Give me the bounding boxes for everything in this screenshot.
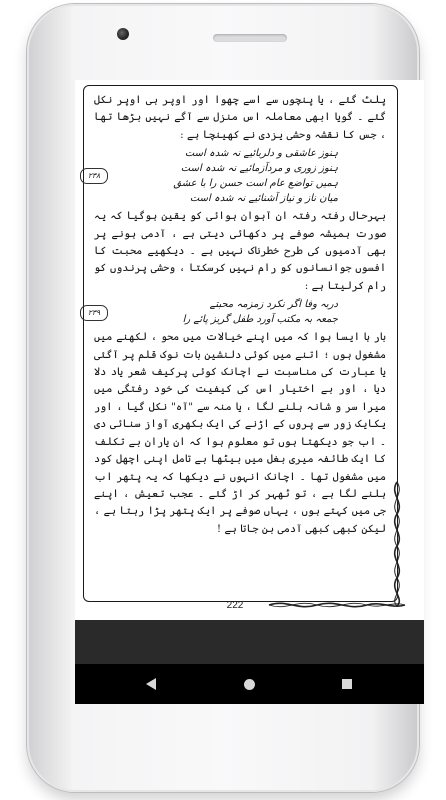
verse-line: ہنوز عاشقی و دلربائیے نہ شدہ است <box>184 148 338 160</box>
paragraph-2: بہرحال رفتہ رفتہ ان آہوان ہوائی کو یقین ہوگیا کہ یہ صورت ہمیشہ صوفے پر دکھائی دیتی ہے ، آدمی ہونے پر بھی آدمیوں کی طرح خطرناک نہیں ہے ۔ دیکھیے محبت کا افسوں جوانسانوں کو رام نہیں کرسکتا ، وحشی پرندوں کو رام کرلیتا ہے : <box>94 210 386 292</box>
footer-ornament-icon <box>267 599 407 611</box>
side-ornament-icon <box>387 480 407 608</box>
verse-line: ہنوز زوری و مردآزمائیے نہ شدہ است <box>180 163 338 175</box>
footnote-badge[interactable]: ۲۳۸ <box>80 168 108 184</box>
verse-block-2 <box>87 297 338 327</box>
phone-screen[interactable] <box>75 80 424 704</box>
phone-frame <box>27 4 419 792</box>
recent-apps-button[interactable] <box>335 672 359 696</box>
reader-bottom-bar <box>75 620 424 664</box>
recent-apps-icon <box>342 679 352 689</box>
front-camera-icon <box>117 28 129 40</box>
verse-line: ہمیں تواضع عام است حسن را با عشق <box>173 178 338 190</box>
back-icon <box>146 678 156 690</box>
book-page-border <box>83 85 398 602</box>
back-button[interactable] <box>139 672 163 696</box>
footnote-badge[interactable]: ۲۳۹ <box>80 305 108 321</box>
verse-block-1 <box>87 146 338 206</box>
verse-line: جمعہ بہ مکتب آورد طفل گریز پائے را <box>182 314 338 326</box>
android-nav-bar <box>75 664 424 704</box>
paragraph-3: بار ہا ایسا ہوا کہ میں اپنے خیالات میں محو ، لکھنے میں مشغول ہوں ؛ اتنے میں کوئی دلنشین بات نوک قلم پر آگئی یا عبارت کی مناسبت نے اچانک کوئی پرکیف شعر یاد دلا دیا ، اور بے اختیار اس کی کیفیت کی خود رفتگی میں میرا سر و شانہ ہلنے لگا ، یا منہ سے "آہ" نکل گیا ، اور یکایک زور سے پروں کے اڑنے کی ایک بکھری آواز سنائی دی ۔ اب جو دیکھتا ہوں تو معلوم ہوا کہ ان یاران بے تکلف کا ایک طائفہ میری بغل میں بیٹھا بے تامل اپنی اچھل کود میں مشغول تھا ۔ اچانک انہوں نے دیکھا کہ یہ پتھر اب ہلنے لگا ہے ، تو ٹھہر کر اڑ گئے ۔ عجب تعیش ، اپنے جی میں کہتے ہوں ، یہاں صوفے پر ایک پتھر پڑا رہتا ہے ، لیکن کبھی کبھی آدمی بن جاتا ہے ! <box>94 331 386 535</box>
earpiece-speaker <box>213 34 287 42</box>
home-icon <box>244 679 255 690</box>
book-page-text[interactable] <box>87 92 386 592</box>
verse-line: دربہ وفا اگر نکرد زمزمہ محبتے <box>209 299 338 311</box>
paragraph-1: پلٹ گئے ، یا پنچوں سے اسے چھوا اور اوپر ہی اوپر نکل گئے ۔ گویا ابھی معاملہ اس منزل سے آگے نہیں بڑھا تھا ، جس کا نقشہ وحشی یزدی نے کھینچا ہے : <box>94 94 386 141</box>
home-button[interactable] <box>237 672 261 696</box>
verse-line: میان ناز و نیاز آشنائیے نہ شدہ است <box>189 193 338 205</box>
page-number: 222 <box>226 600 244 611</box>
